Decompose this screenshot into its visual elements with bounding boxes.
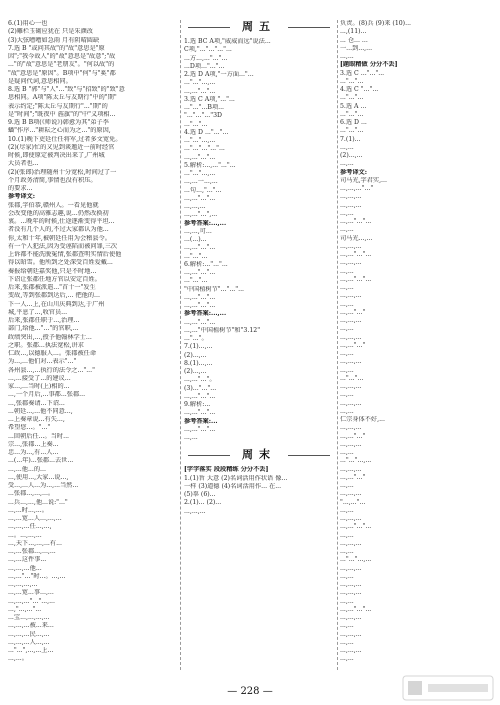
text-line: 下诏让张郡任地方官以安定百姓。 — [8, 275, 101, 283]
text-line: ...,..."..." — [340, 341, 366, 349]
text-line: 家...,...当时(上)相的... — [8, 383, 70, 390]
text-line: 仁宗身体不好,... — [340, 416, 385, 423]
text-line: 8.选 B "郭"与"人"..."致"与"招致"的"致"意 — [8, 86, 125, 93]
text-line: 参考答案:... — [184, 417, 218, 425]
text-line: ...,..."..."... — [184, 293, 216, 301]
text-line: ...,... — [340, 300, 354, 308]
text-line: ...,... — [340, 482, 354, 489]
text-line: (2)(张郎)治理随州十分宽松,时间过了一 — [8, 168, 117, 176]
text-line: ...,张郡奏请...下诏... — [8, 399, 65, 407]
text-line: ...(...)... — [184, 236, 207, 243]
text-line: 宗...,张郡...上奏... — [8, 440, 59, 448]
text-line: ...,...,... — [340, 581, 362, 588]
text-line: ...,..."..." — [340, 308, 366, 316]
text-line: ...,...这件事... — [8, 556, 47, 564]
text-line: ...,..."..."... — [184, 269, 216, 276]
text-line: ...,..."..."... — [184, 194, 216, 202]
text-line: ...,..."..."... — [184, 244, 216, 252]
middle-column — [184, 20, 334, 675]
text-line: 后来,张郡被派遣..."首十一"发生 — [8, 284, 96, 291]
text-line: ...,...,... — [340, 465, 362, 473]
text-line: ..."..."... — [340, 94, 364, 102]
text-line: ...,...,... — [184, 203, 206, 210]
text-line: 10.(1)晚下吏廷仕任将军,过者多文宽免。 — [8, 135, 122, 143]
text-line: ...宝...,...,...,... — [8, 614, 50, 621]
text-line: (5)辜 (6)... — [184, 491, 216, 498]
text-line: (2)...,... — [184, 351, 207, 359]
text-line: 2.选 D A项,"一方面..."... — [184, 71, 254, 78]
text-line: ..."..."...,... — [184, 170, 216, 177]
text-line: 你,太和十年,被朝廷任用为会稽县令。 — [8, 234, 111, 242]
text-line: 后来,张郡任职于...,治理... — [8, 317, 80, 324]
text-line: ...,...,... — [340, 259, 362, 267]
text-line: ...,..."..."... — [340, 605, 372, 613]
text-line: 会改变他的高雅志趣,说...仍然改换初 — [8, 209, 109, 217]
text-line: 参考译文: — [8, 193, 36, 201]
text-line: ...,...,... — [340, 333, 362, 341]
text-line: ...,..."..."... — [184, 302, 216, 309]
text-line: ...上奏章说...有失..., — [8, 416, 65, 423]
column-divider-right — [337, 20, 338, 670]
text-line: 上诉都不能洗脱冤情,张郡查明实情后使他 — [8, 251, 122, 258]
text-line: ...,... — [340, 143, 354, 151]
text-line: ...,...,... — [340, 292, 362, 300]
text-line: ...,..."..."... — [340, 275, 372, 283]
text-line: 9.选 B B项(《师说》)韩愈为其"弟子李 — [8, 119, 109, 126]
text-line: ...,...,...,... — [8, 581, 38, 588]
text-line: ...,... — [340, 407, 354, 415]
text-line: 7.(1)... — [340, 135, 361, 143]
text-line: ...,... — [340, 366, 354, 374]
text-line: 2.(1)... (2)... — [184, 499, 222, 507]
text-line: ...,...,... — [340, 490, 362, 498]
text-line: ...,...接受了...的建议... — [8, 374, 71, 382]
text-line: 张郡,字伯恭,赣州人。一看见他就 — [8, 201, 99, 209]
text-line: ...。...,...,... — [8, 531, 42, 539]
text-line: 司马光...,... — [340, 234, 373, 242]
text-line: (3)大弦嘈嘈如急雨 月有阴晴圆缺 — [8, 36, 100, 44]
text-line: ..."...",...,...上... — [8, 647, 54, 654]
text-line: 4.选 D ..."..."... — [184, 128, 229, 136]
section-heading: [题眼精做 分分不丢] — [340, 61, 398, 69]
text-line: 奏报给朝廷嘉奖他,只是不时地... — [8, 267, 97, 275]
text-line: ...,...,... — [340, 193, 362, 201]
text-line: 大员者也... — [8, 160, 39, 168]
text-line: (2)...,... — [340, 152, 363, 159]
watermark-logo — [402, 675, 494, 701]
weekend-section — [184, 448, 334, 516]
text-line: ..."..."... — [184, 277, 208, 285]
text-line: 衷。...晚年的时候,仕途逐渐变得平坦... — [8, 218, 115, 225]
text-line: ...,..."..."... — [184, 392, 216, 400]
text-line: 者没有几个人的,不过大家都认为他... — [8, 226, 109, 234]
text-line: ...朝廷...,...他不同意..., — [8, 407, 73, 415]
text-line: ... 仓... ... — [340, 36, 368, 44]
text-line: 各州县...,...执行的法令之..."..." — [8, 366, 95, 374]
text-line: C项,"..."..."..."... — [184, 46, 232, 54]
text-line: 个月政务清简,事情也没有积压。 — [8, 176, 97, 184]
text-line: ...,... — [340, 638, 354, 646]
text-line: 时候,即使原定被判决出来了,广州城 — [8, 152, 105, 159]
text-line: ...,..."..."... — [184, 153, 216, 161]
text-line: ...,... — [340, 506, 354, 514]
text-line: ..."..."...,... — [184, 137, 216, 144]
text-line: ..."..."... — [340, 110, 364, 118]
column-divider-left — [180, 20, 181, 670]
text-line: ...,...,... — [340, 647, 362, 654]
text-line: 7.选 B "或问其故"的"故"意思是"原 — [8, 44, 105, 52]
text-line: 忠...为...,有...人... — [8, 449, 59, 456]
text-line: ...,...,... — [340, 630, 362, 638]
text-line: 司马光,字君实,... — [340, 176, 387, 184]
text-line: (2)...,... — [184, 368, 207, 375]
text-line: ...,...张郡...,...,... — [8, 548, 56, 555]
text-line: ...,...,... — [340, 424, 362, 432]
text-line: ...,(11)... — [340, 28, 367, 36]
text-line: ...D项..."..."... — [184, 62, 225, 70]
text-line: ...,... — [340, 160, 354, 168]
text-line: ...,...,... — [340, 564, 362, 572]
weekend-answers — [184, 466, 334, 516]
text-line: ...,...,...民...,... — [8, 630, 50, 638]
text-line: ..."..."... — [340, 77, 364, 85]
text-line: ...,...他...的... — [8, 465, 46, 473]
text-line: ...,...宽...人...,...,... — [8, 515, 62, 522]
text-line: ...,..."..."。 — [184, 376, 216, 384]
text-line: ...,..."..."... — [184, 425, 216, 433]
text-line: ..."..."... — [340, 374, 364, 382]
text-line: ...,...时...,...。 — [8, 506, 48, 514]
text-line: ...,... — [184, 434, 198, 441]
text-line: ...方...,..."..."... — [184, 54, 228, 62]
text-line: 5.解析:...,..."..."... — [184, 161, 236, 169]
text-line: ...,... — [340, 209, 354, 217]
text-line: ...,天下...,...,...有... — [8, 539, 62, 547]
text-line: (2)雕栏玉砌应犹在 只是朱颜改 — [8, 28, 93, 36]
text-line: (2)(尽家)忙的又见到谈邀近一前时经官 — [8, 143, 115, 151]
text-line: ...(...年)...张郡...去世... — [8, 457, 74, 465]
text-line: ...,...,... — [340, 614, 362, 621]
text-line: ...,... — [340, 655, 354, 663]
text-line: 参考答案:...,... — [184, 219, 227, 227]
text-line: 希望您...。"..." — [8, 424, 51, 432]
text-line: 政绩突出,...,授予他翰林学士... — [8, 333, 92, 341]
text-line: ..."..."...,... — [184, 79, 216, 87]
text-line: 一样 (3)道德 (4)名词活用作... 在... — [184, 482, 282, 490]
text-line: ...,...,可... — [184, 227, 212, 235]
text-line: 6.选 D ... — [340, 119, 367, 126]
text-line: ...,... — [340, 284, 354, 291]
text-line: ...,...,... — [340, 440, 362, 448]
text-line: ...,... — [340, 548, 354, 555]
page-number: — 228 — — [227, 686, 273, 697]
text-line: ..."..."... — [184, 252, 208, 260]
text-line: ...,... — [340, 350, 354, 357]
text-line: 8.(1)...,... — [184, 359, 213, 367]
text-line: ...,..."..."时...。...,... — [8, 572, 66, 580]
text-line: ...,...。 — [8, 655, 28, 663]
text-line: ...,... — [340, 53, 354, 60]
text-line: 有一个人犯法,因为受诬陷而被问罪,三次 — [8, 242, 118, 250]
text-line: ...,"...,..."... — [8, 605, 42, 613]
text-line: 蟠"作序..."耕耘之心而为之..."的原因, — [8, 127, 111, 135]
text-line: 表示约定;"陈太丘与友期行"..."期"的 — [8, 102, 108, 110]
text-line: ..."..."... — [340, 127, 364, 135]
text-line: ...,...,..."..."...,... — [8, 597, 55, 605]
text-line: ...,... — [340, 572, 354, 580]
text-line: ...,..."..."... — [340, 251, 372, 258]
text-line: ..."..."...B项... — [184, 104, 225, 111]
text-line: 3.选 C A项,"..."... — [184, 95, 235, 103]
text-line: ...,... — [340, 267, 354, 275]
text-line: ...,... — [340, 622, 354, 630]
text-line: ...,...,... — [340, 589, 362, 597]
text-line: ...,... — [340, 391, 354, 399]
text-line: ...,... — [340, 226, 354, 234]
section-title-friday: 周五 — [184, 20, 334, 34]
text-line: ...,..."..."... — [184, 318, 216, 326]
text-line: 是疑问代词,意思相同。 — [8, 77, 72, 85]
text-line: (3)..."..."... — [184, 384, 217, 392]
text-line: ..."的"故"意思是"老朋友"。"何以故"的 — [8, 61, 115, 69]
text-line: 是"时间";"既夜中 旌旗"的"中"义项相... — [8, 110, 116, 118]
text-line: ...,...,... — [340, 317, 362, 324]
friday-answers — [184, 38, 334, 442]
text-line: 6.解析:..."..."... — [184, 260, 228, 268]
text-line: ...,...,... — [340, 201, 362, 209]
text-line: ...句...,"..."... — [184, 186, 222, 194]
text-line: 部门,给他..."..."的官职,... — [8, 325, 79, 333]
text-line: ...,..."..."... — [184, 87, 216, 95]
text-line: ...,..."中国植树节"和"3.12" — [184, 326, 261, 334]
text-line: "..."..."..."3D — [184, 112, 222, 120]
text-line: "...,..."... — [340, 498, 366, 506]
text-line: 的要求... — [8, 185, 33, 192]
text-line: 因";"我今故人"的"故"意思是"故意";"故 — [8, 53, 116, 60]
text-line: ...,...,... — [340, 358, 362, 366]
text-line: 为...,...他们对...表示"..." — [8, 358, 77, 366]
text-line: ...,...,...他... — [8, 564, 42, 572]
text-line: "故"意思是"原因"。B项中"何"与"奚"都 — [8, 69, 116, 77]
text-line: ...,...,... — [340, 383, 362, 390]
text-line: ...,... — [340, 449, 354, 456]
text-line: ..."..."。 — [184, 335, 208, 342]
text-line: ...,...,... — [340, 515, 362, 522]
text-line: ...,使用...,大家...说..., — [8, 473, 69, 481]
text-line: 城,平息了...,收官员... — [8, 308, 68, 316]
text-line: ...,...,... — [340, 399, 362, 407]
text-line: ...,... — [340, 531, 354, 539]
section-title-weekend: 周末 — [184, 448, 334, 462]
text-line: 变故,等到张郡到达后,... 把他的... — [8, 292, 100, 300]
text-line: 4.选 C "..."... — [340, 86, 379, 93]
text-line: ...,...,...人...,... — [8, 638, 50, 646]
text-line: ...,...,..."..." — [340, 185, 374, 192]
text-line: ...,..."..."... — [340, 523, 372, 531]
text-line: ..."..."...,... — [340, 556, 372, 564]
text-line: ...,...,... — [340, 242, 362, 250]
section-heading: [字字落实 段段精练 分分不丢] — [184, 466, 269, 474]
text-line: 3.选 C ..."..."... — [340, 69, 385, 77]
text-line: 负责。(8)兵 (9)来 (10)... — [340, 20, 412, 27]
text-line: ...,...,... — [340, 539, 362, 547]
text-line: ...张郡...,...,...。 — [8, 490, 55, 498]
text-line: 得以昭雪。他所到之处深受百姓爱戴... — [8, 259, 113, 267]
text-line: ..."..."...,... — [340, 457, 372, 465]
right-column — [340, 20, 492, 675]
text-line: 下一人...上,在山川庆典到达,于广州 — [8, 300, 105, 308]
text-line: ...,..."..." — [340, 432, 366, 440]
text-line: ...,... — [340, 597, 354, 605]
text-line: ...,...,...任...,..., — [8, 523, 52, 531]
text-line: ...,..."..."... — [340, 218, 372, 225]
left-column — [8, 20, 178, 675]
text-line: ...兵...,...,他...说:"..." — [8, 498, 68, 506]
text-line: 受...,...人...为...,...当然... — [8, 482, 79, 489]
text-line: "中国植树节"..."..."... — [184, 285, 245, 293]
text-line: ...,..."..." — [340, 473, 366, 481]
text-line: 思相同。A项"陈太丘与友期行"中的"期" — [8, 94, 117, 102]
text-line: ...,..."...",... — [184, 211, 218, 219]
text-line: 参考答案:...,... — [184, 310, 227, 318]
text-line: ...,...,...被...来... — [8, 622, 54, 630]
text-line: ...,一个月后,...事都...张郡... — [8, 391, 86, 399]
text-line: 一...到...,... — [340, 44, 373, 52]
text-line: 5.选 A ... — [340, 102, 367, 110]
text-line: 9.解析:... — [184, 401, 211, 408]
text-line: 1.选 BC A项,"威威而远"说法... — [184, 38, 271, 45]
text-line: 1.(1)旨 大意 (2)名词活用作状语 像... — [184, 474, 288, 482]
text-line: 6.(1)用心一也 — [8, 20, 48, 27]
text-line: ..."..."... — [184, 120, 208, 128]
text-line: 仁政...,以德服人...。张郡被任命 — [8, 350, 97, 357]
text-line: ...,... — [340, 325, 354, 333]
text-line: 7.(1)...,... — [184, 343, 213, 351]
text-line: ..."..."..."..."... — [184, 145, 225, 153]
text-line: ...,...一...,... — [184, 178, 218, 186]
text-line: ...回朝后任...。当时... — [8, 432, 70, 440]
text-line: ...,...宽...事...,... — [8, 589, 54, 597]
text-line: ...,..."..."... — [184, 409, 216, 417]
text-line: ...,...,... — [184, 507, 206, 515]
text-line: 参考译文: — [340, 168, 368, 176]
text-line: 之职。张郡...执法宽松,讲求 — [8, 341, 84, 349]
